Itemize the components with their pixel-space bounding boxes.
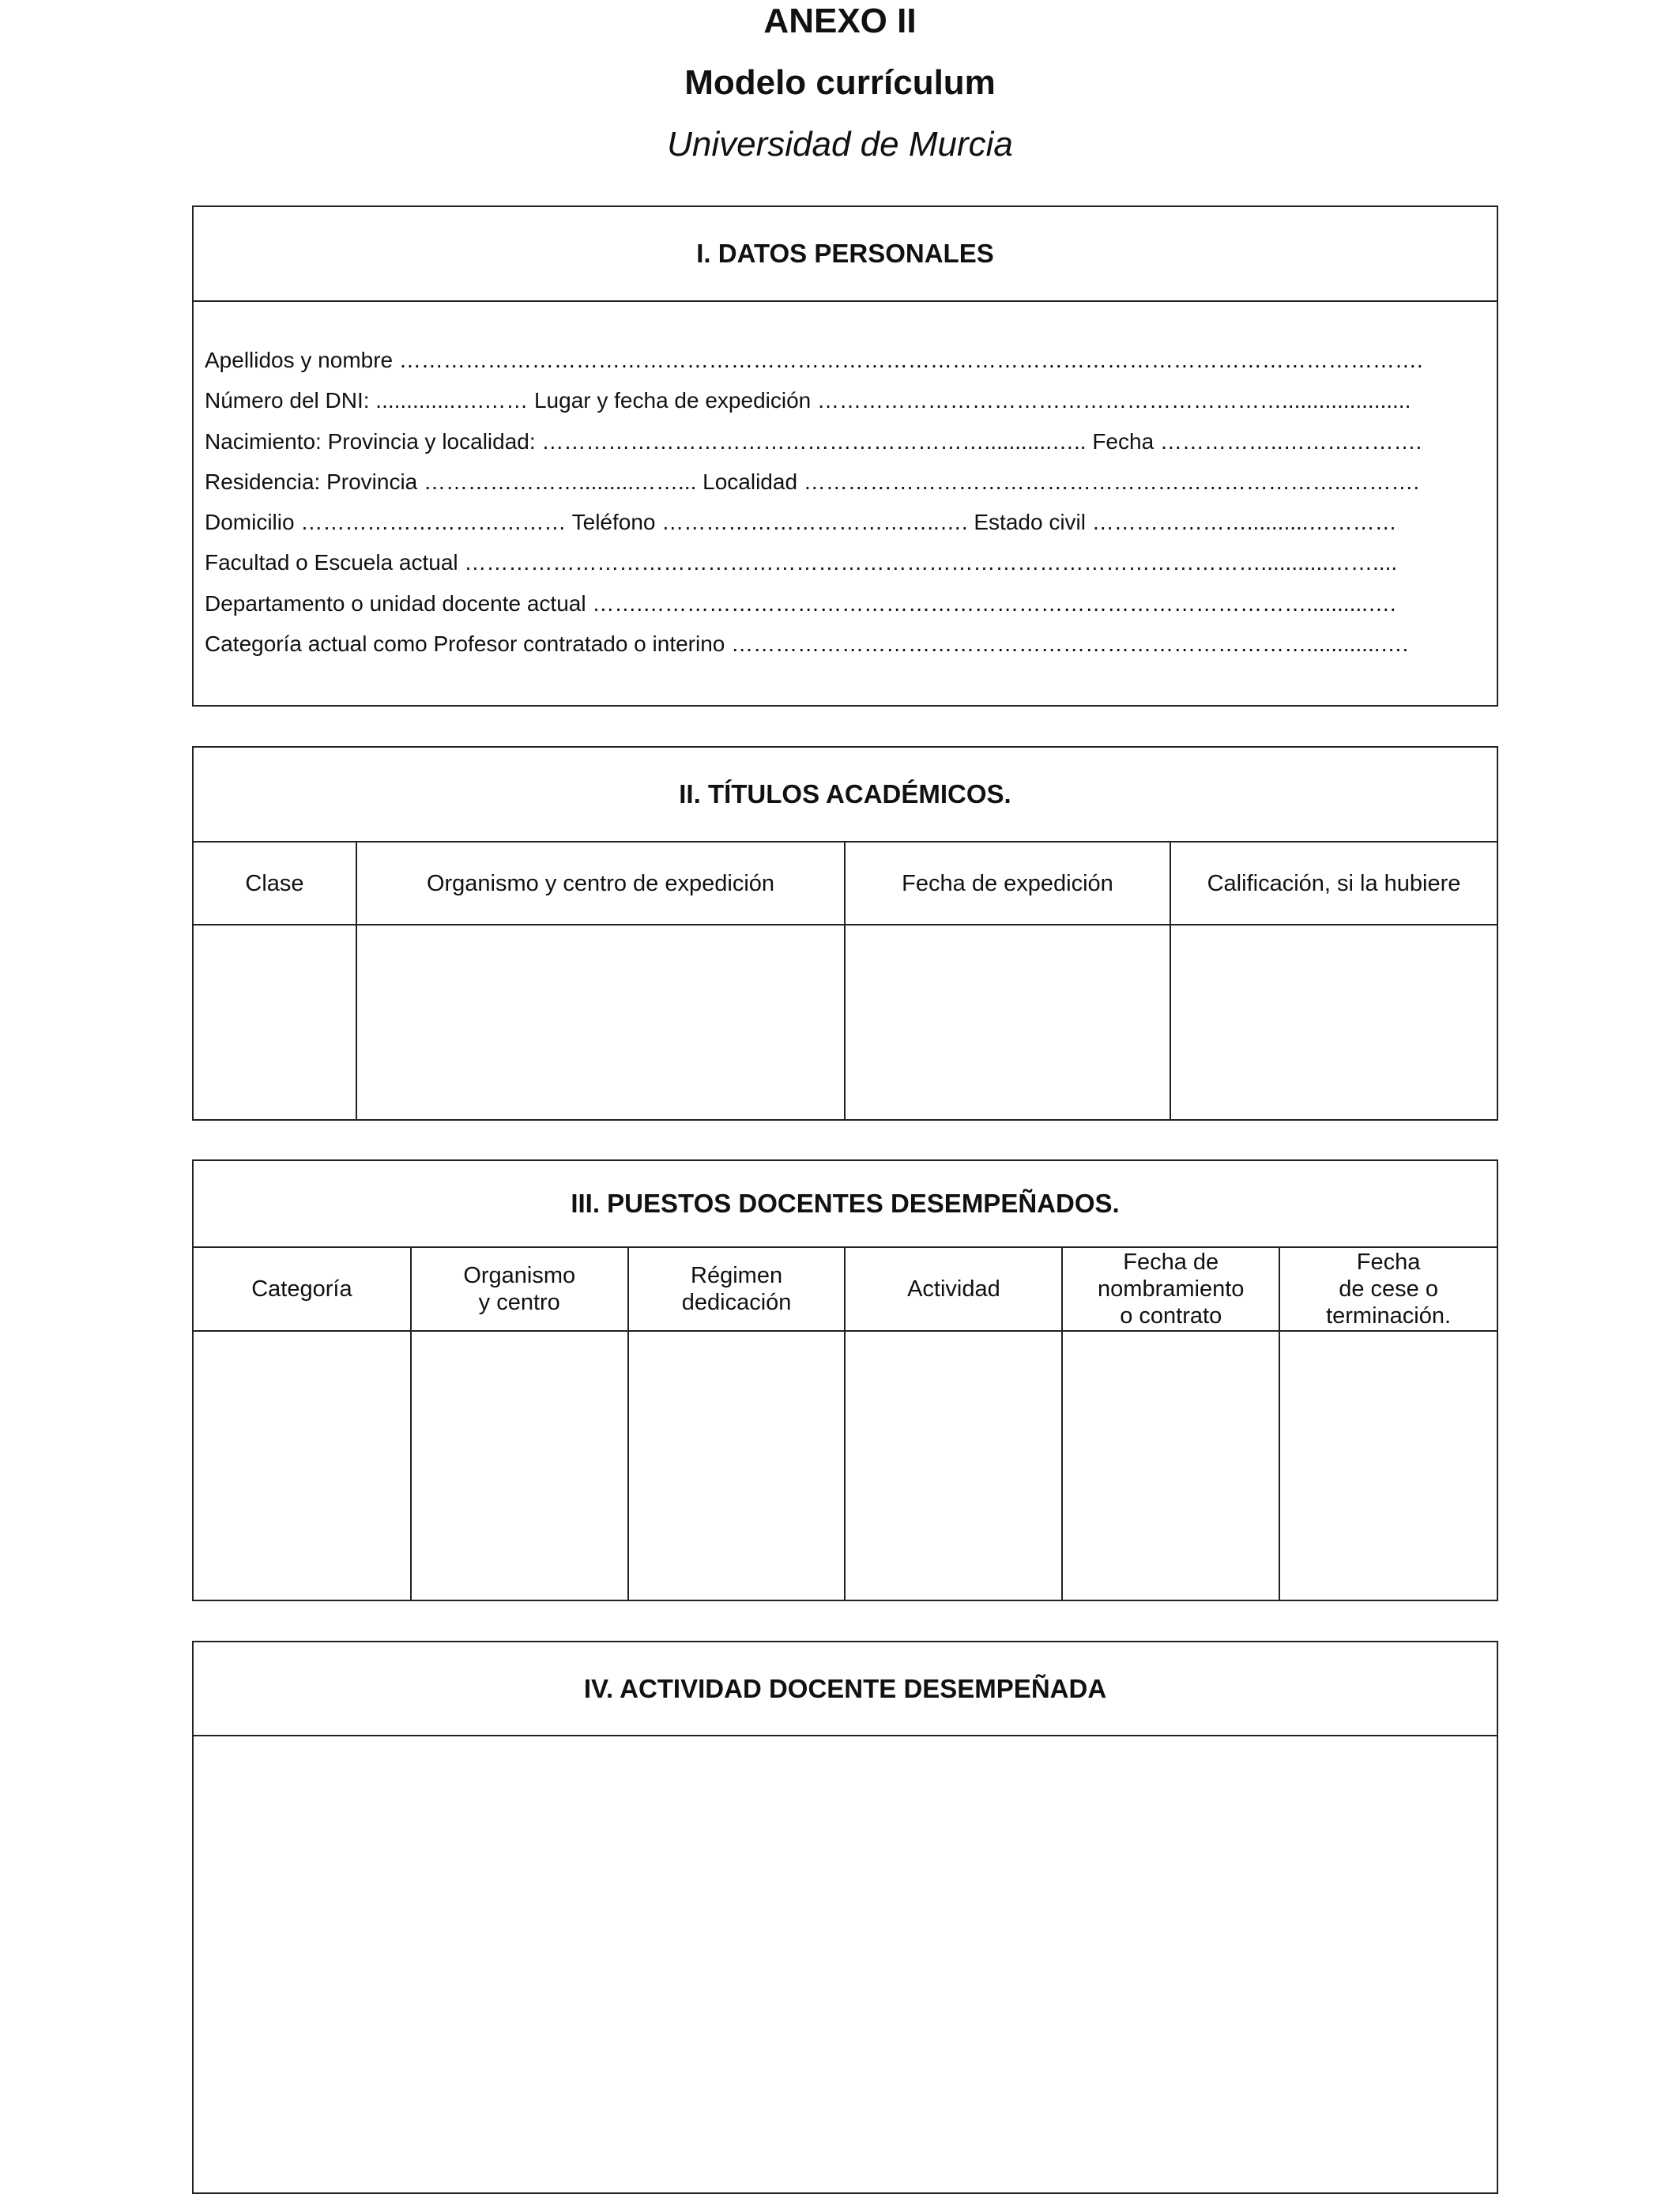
- cell-issuer[interactable]: [356, 925, 845, 1120]
- header-line: terminación.: [1326, 1303, 1452, 1329]
- teaching-activity-heading: IV. ACTIVIDAD DOCENTE DESEMPEÑADA: [194, 1642, 1497, 1736]
- column-header-issue-date: Fecha de expedición: [845, 843, 1170, 925]
- university-title: Universidad de Murcia: [667, 125, 1013, 164]
- personal-data-fields: [194, 302, 1497, 664]
- column-header-regime: [628, 1248, 846, 1331]
- header-line: o contrato: [1120, 1303, 1222, 1329]
- header-line: nombramiento: [1098, 1276, 1245, 1302]
- cell-regime[interactable]: [628, 1331, 846, 1600]
- field-address[interactable]: Domicilio ……………………………… Teléfono ………………………………..…. Estado civil …………………..........…………: [205, 510, 1397, 535]
- header-line: de cese o: [1339, 1276, 1438, 1302]
- header-line: Organismo: [463, 1263, 576, 1288]
- header-line: y centro: [478, 1290, 560, 1315]
- column-header-grade: Calificación, si la hubiere: [1170, 843, 1497, 925]
- header-line: Actividad: [907, 1276, 1000, 1302]
- academic-titles-heading: II. TÍTULOS ACADÉMICOS.: [194, 748, 1497, 843]
- column-header-appointment-date: [1062, 1248, 1279, 1331]
- teaching-positions-table: [194, 1248, 1497, 1600]
- cell-class[interactable]: [194, 925, 356, 1120]
- cell-end-date[interactable]: [1279, 1331, 1497, 1600]
- academic-titles-section: [192, 746, 1498, 1121]
- field-residence[interactable]: Residencia: Provincia ………………….........……... Localidad ………………………………………………………………..……….: [205, 469, 1420, 494]
- cell-appointment-date[interactable]: [1062, 1331, 1279, 1600]
- column-header-activity: [845, 1248, 1062, 1331]
- column-header-issuer: Organismo y centro de expedición: [356, 843, 845, 925]
- cell-category[interactable]: [194, 1331, 411, 1600]
- academic-titles-table: [194, 843, 1497, 1120]
- column-header-organization: [411, 1248, 628, 1331]
- personal-data-heading: I. DATOS PERSONALES: [194, 207, 1497, 302]
- teaching-activity-section: [192, 1641, 1498, 2194]
- header-line: Fecha de: [1123, 1250, 1219, 1275]
- field-category[interactable]: Categoría actual como Profesor contratado o interino ……………………………………………………………………............….: [205, 631, 1409, 657]
- teaching-activity-body[interactable]: [194, 1736, 1497, 2191]
- column-header-end-date: [1279, 1248, 1497, 1331]
- annex-title: ANEXO II: [763, 2, 917, 40]
- header-line: Categoría: [251, 1276, 352, 1302]
- cell-organization[interactable]: [411, 1331, 628, 1600]
- header-line: dedicación: [681, 1290, 792, 1315]
- field-birth[interactable]: Nacimiento: Provincia y localidad: ……………………………………………………...........….. Fecha ……………..……………….: [205, 428, 1422, 454]
- header-line: Fecha: [1356, 1250, 1421, 1275]
- column-header-category: [194, 1248, 411, 1331]
- header-line: Régimen: [691, 1263, 783, 1288]
- cell-grade[interactable]: [1170, 925, 1497, 1120]
- column-header-class: Clase: [194, 843, 356, 925]
- cell-activity[interactable]: [845, 1331, 1062, 1600]
- teaching-positions-heading: III. PUESTOS DOCENTES DESEMPEÑADOS.: [194, 1161, 1497, 1248]
- field-department[interactable]: Departamento o unidad docente actual …….………………………………………………………………………………..........….: [205, 590, 1396, 616]
- cell-issue-date[interactable]: [845, 925, 1170, 1120]
- field-full-name[interactable]: Apellidos y nombre ………………………………………………………………………………………………………………………….: [205, 348, 1423, 372]
- field-dni[interactable]: Número del DNI: .............….…… Lugar y fecha de expedición ……………………………………………………….....................: [205, 388, 1411, 413]
- teaching-positions-section: [192, 1159, 1498, 1601]
- field-faculty[interactable]: Facultad o Escuela actual ………………………………………………………………………………………………...........……....: [205, 550, 1398, 575]
- personal-data-section: [192, 205, 1498, 707]
- model-title: Modelo currículum: [684, 63, 996, 102]
